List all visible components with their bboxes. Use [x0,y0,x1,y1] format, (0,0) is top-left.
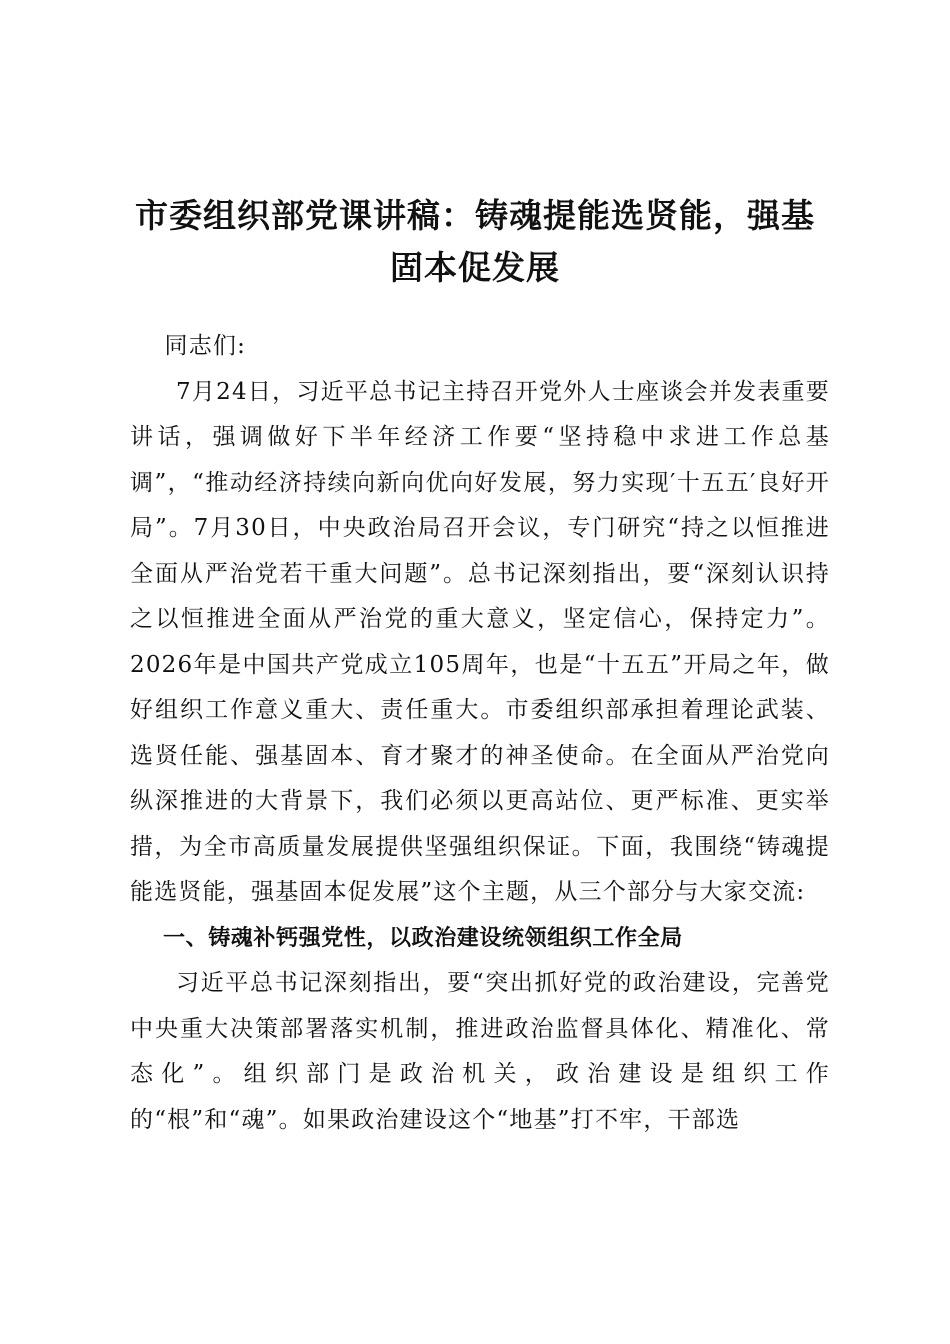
document-title [110,190,840,294]
section-heading-1: 一、铸魂补钙强党性，以政治建设统领组织工作全局 [163,925,683,951]
title-line-1: 市委组织部党课讲稿：铸魂提能选贤能，强基 [135,196,815,236]
salutation: 同志们: [164,333,247,359]
intro-paragraph: 7月24日，习近平总书记主持召开党外人士座谈会并发表重要讲话，强调做好下半年经济工作要“坚持稳中求进工作总基调”，“推动经济持续向新向优向好发展，努力实现′十五五′良好开局”。7月30日，中央政治局召开会议，专门研究“持之以恒推进全面从严治党若干重大问题”。总书记深刻指出，要“深刻认识持之以恒推进全面从严治党的重大意义，坚定信心，保持定力”。2026年是中国共产党成立105周年，也是“十五五”开局之年，做好组织工作意义重大、责任重大。市委组织部承担着理论武装、选贤任能、强基固本、育才聚才的神圣使命。在全面从严治党向纵深推进的大背景下，我们必须以更高站位、更严标准、更实举措，为全市高质量发展提供坚强组织保证。下面，我围绕“铸魂提能选贤能，强基固本促发展”这个主题，从三个部分与大家交流: [130,378,830,905]
section-1-paragraph: 习近平总书记深刻指出，要“突出抓好党的政治建设，完善党中央重大决策部署落实机制，推进政治监督具体化、精准化、常态化”。组织部门是政治机关，政治建设是组织工作的“根”和“魂”。如果政治建设这个“地基”打不牢，干部选 [130,970,830,1133]
document-body [130,324,830,1143]
title-line-2: 固本促发展 [390,248,560,288]
